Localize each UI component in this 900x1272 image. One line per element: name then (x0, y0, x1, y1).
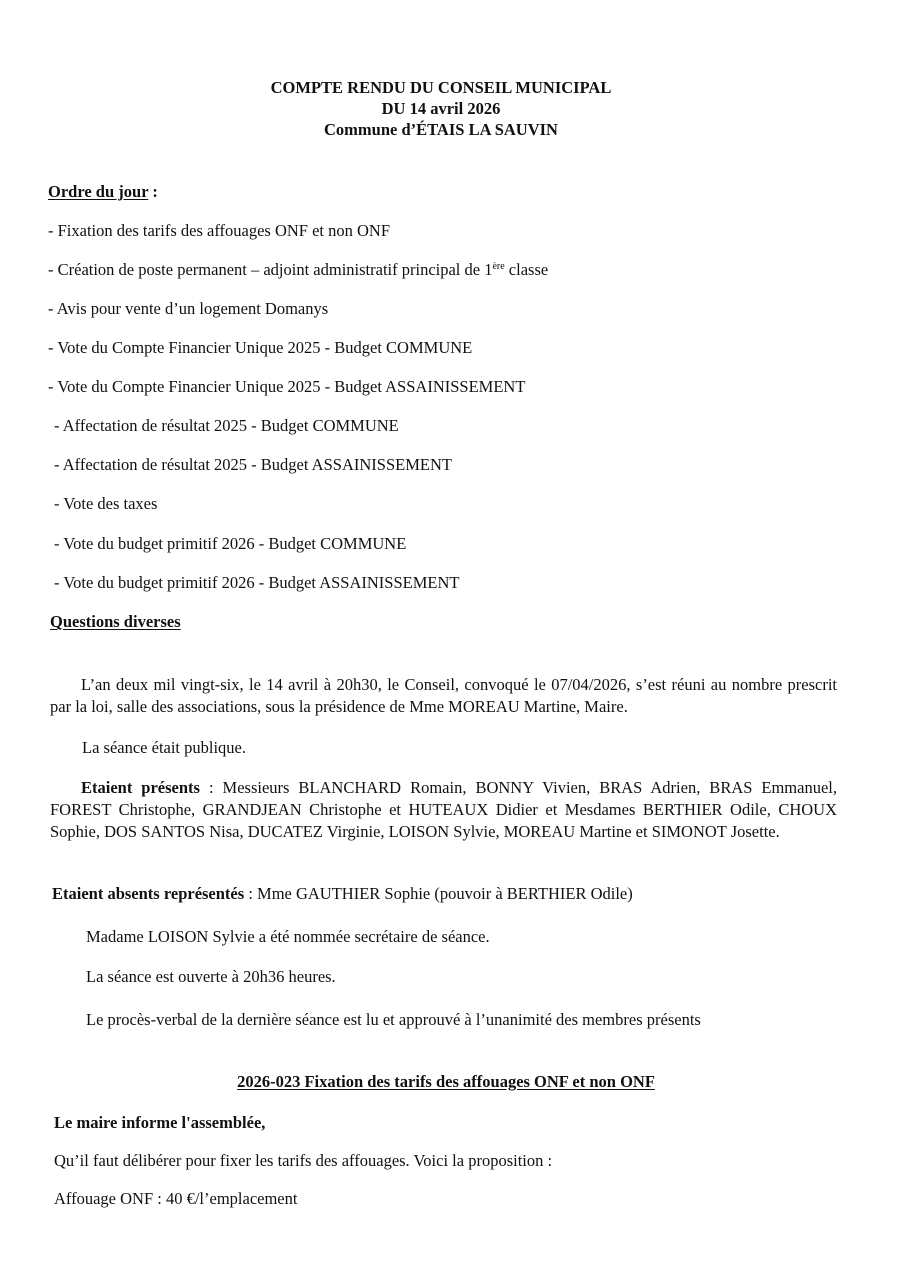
present-members-paragraph (50, 777, 837, 843)
agenda-item: - Vote du Compte Financier Unique 2025 - Budget ASSAINISSEMENT (48, 377, 526, 396)
absent-members-list: : Mme GAUTHIER Sophie (pouvoir à BERTHIER Odile) (244, 884, 633, 903)
agenda-heading-line (48, 181, 158, 203)
agenda-heading: Ordre du jour (48, 182, 149, 201)
agenda-item (48, 260, 548, 280)
absent-label: Etaient absents représentés (52, 884, 245, 903)
agenda-item: - Affectation de résultat 2025 - Budget COMMUNE (54, 416, 399, 435)
questions-heading: Questions diverses (50, 612, 181, 631)
agenda-item: - Affectation de résultat 2025 - Budget ASSAINISSEMENT (54, 455, 452, 474)
secretary-text: Madame LOISON Sylvie a été nommée secrétaire de séance. (86, 927, 490, 946)
public-session-text: La séance était publique. (82, 738, 247, 757)
minutes-approval-text: Le procès-verbal de la dernière séance est lu et approuvé à l’unanimité des membres présents (86, 1010, 701, 1029)
opening-time-text: La séance est ouverte à 20h36 heures. (86, 967, 336, 986)
header-date: DU 14 avril 2026 (381, 99, 501, 118)
agenda-item-tail: classe (504, 260, 549, 279)
onf-price-text: Affouage ONF : 40 €/l’emplacement (54, 1189, 298, 1208)
present-members-list: : Messieurs BLANCHARD Romain, BONNY Vivien, BRAS Adrien, BRAS Emmanuel, FOREST Christophe, GRANDJEAN Christophe et HUTEAUX Didier et Mesdames BERTHIER Odile, CHOUX Sophie, DOS SANTOS Nisa, DUCATEZ Virginie, LOISON Sylvie, MOREAU Martine et SIMONOT Josette. (50, 778, 837, 841)
agenda-item: - Fixation des tarifs des affouages ONF et non ONF (48, 221, 391, 240)
document-header (0, 77, 882, 140)
intro-paragraph: L’an deux mil vingt-six, le 14 avril à 20h30, le Conseil, convoqué le 07/04/2026, s’est réuni au nombre prescrit par la loi, salle des associations, sous la présidence de Mme MOREAU Martine, Maire. (50, 675, 837, 716)
proposal-text: Qu’il faut délibérer pour fixer les tarifs des affouages. Voici la proposition : (54, 1151, 553, 1170)
agenda-item: - Vote des taxes (54, 494, 158, 513)
agenda-item: - Vote du Compte Financier Unique 2025 - Budget COMMUNE (48, 338, 473, 357)
agenda-item: - Vote du budget primitif 2026 - Budget ASSAINISSEMENT (54, 573, 460, 592)
agenda-item-superscript: ère (492, 261, 505, 272)
agenda-item-text: - Création de poste permanent – adjoint administratif principal de 1 (48, 260, 493, 279)
absent-members-line (52, 883, 633, 905)
header-title: COMPTE RENDU DU CONSEIL MUNICIPAL (270, 78, 612, 97)
present-label: Etaient présents (81, 778, 200, 797)
agenda-item: - Vote du budget primitif 2026 - Budget COMMUNE (54, 534, 407, 553)
deliberation-title: 2026-023 Fixation des tarifs des affouages ONF et non ONF (237, 1072, 655, 1091)
header-commune: Commune d’ÉTAIS LA SAUVIN (324, 120, 558, 139)
agenda-heading-colon: : (148, 182, 158, 201)
agenda-item: - Avis pour vente d’un logement Domanys (48, 299, 329, 318)
mayor-informs-text: Le maire informe l'assemblée, (54, 1113, 266, 1132)
